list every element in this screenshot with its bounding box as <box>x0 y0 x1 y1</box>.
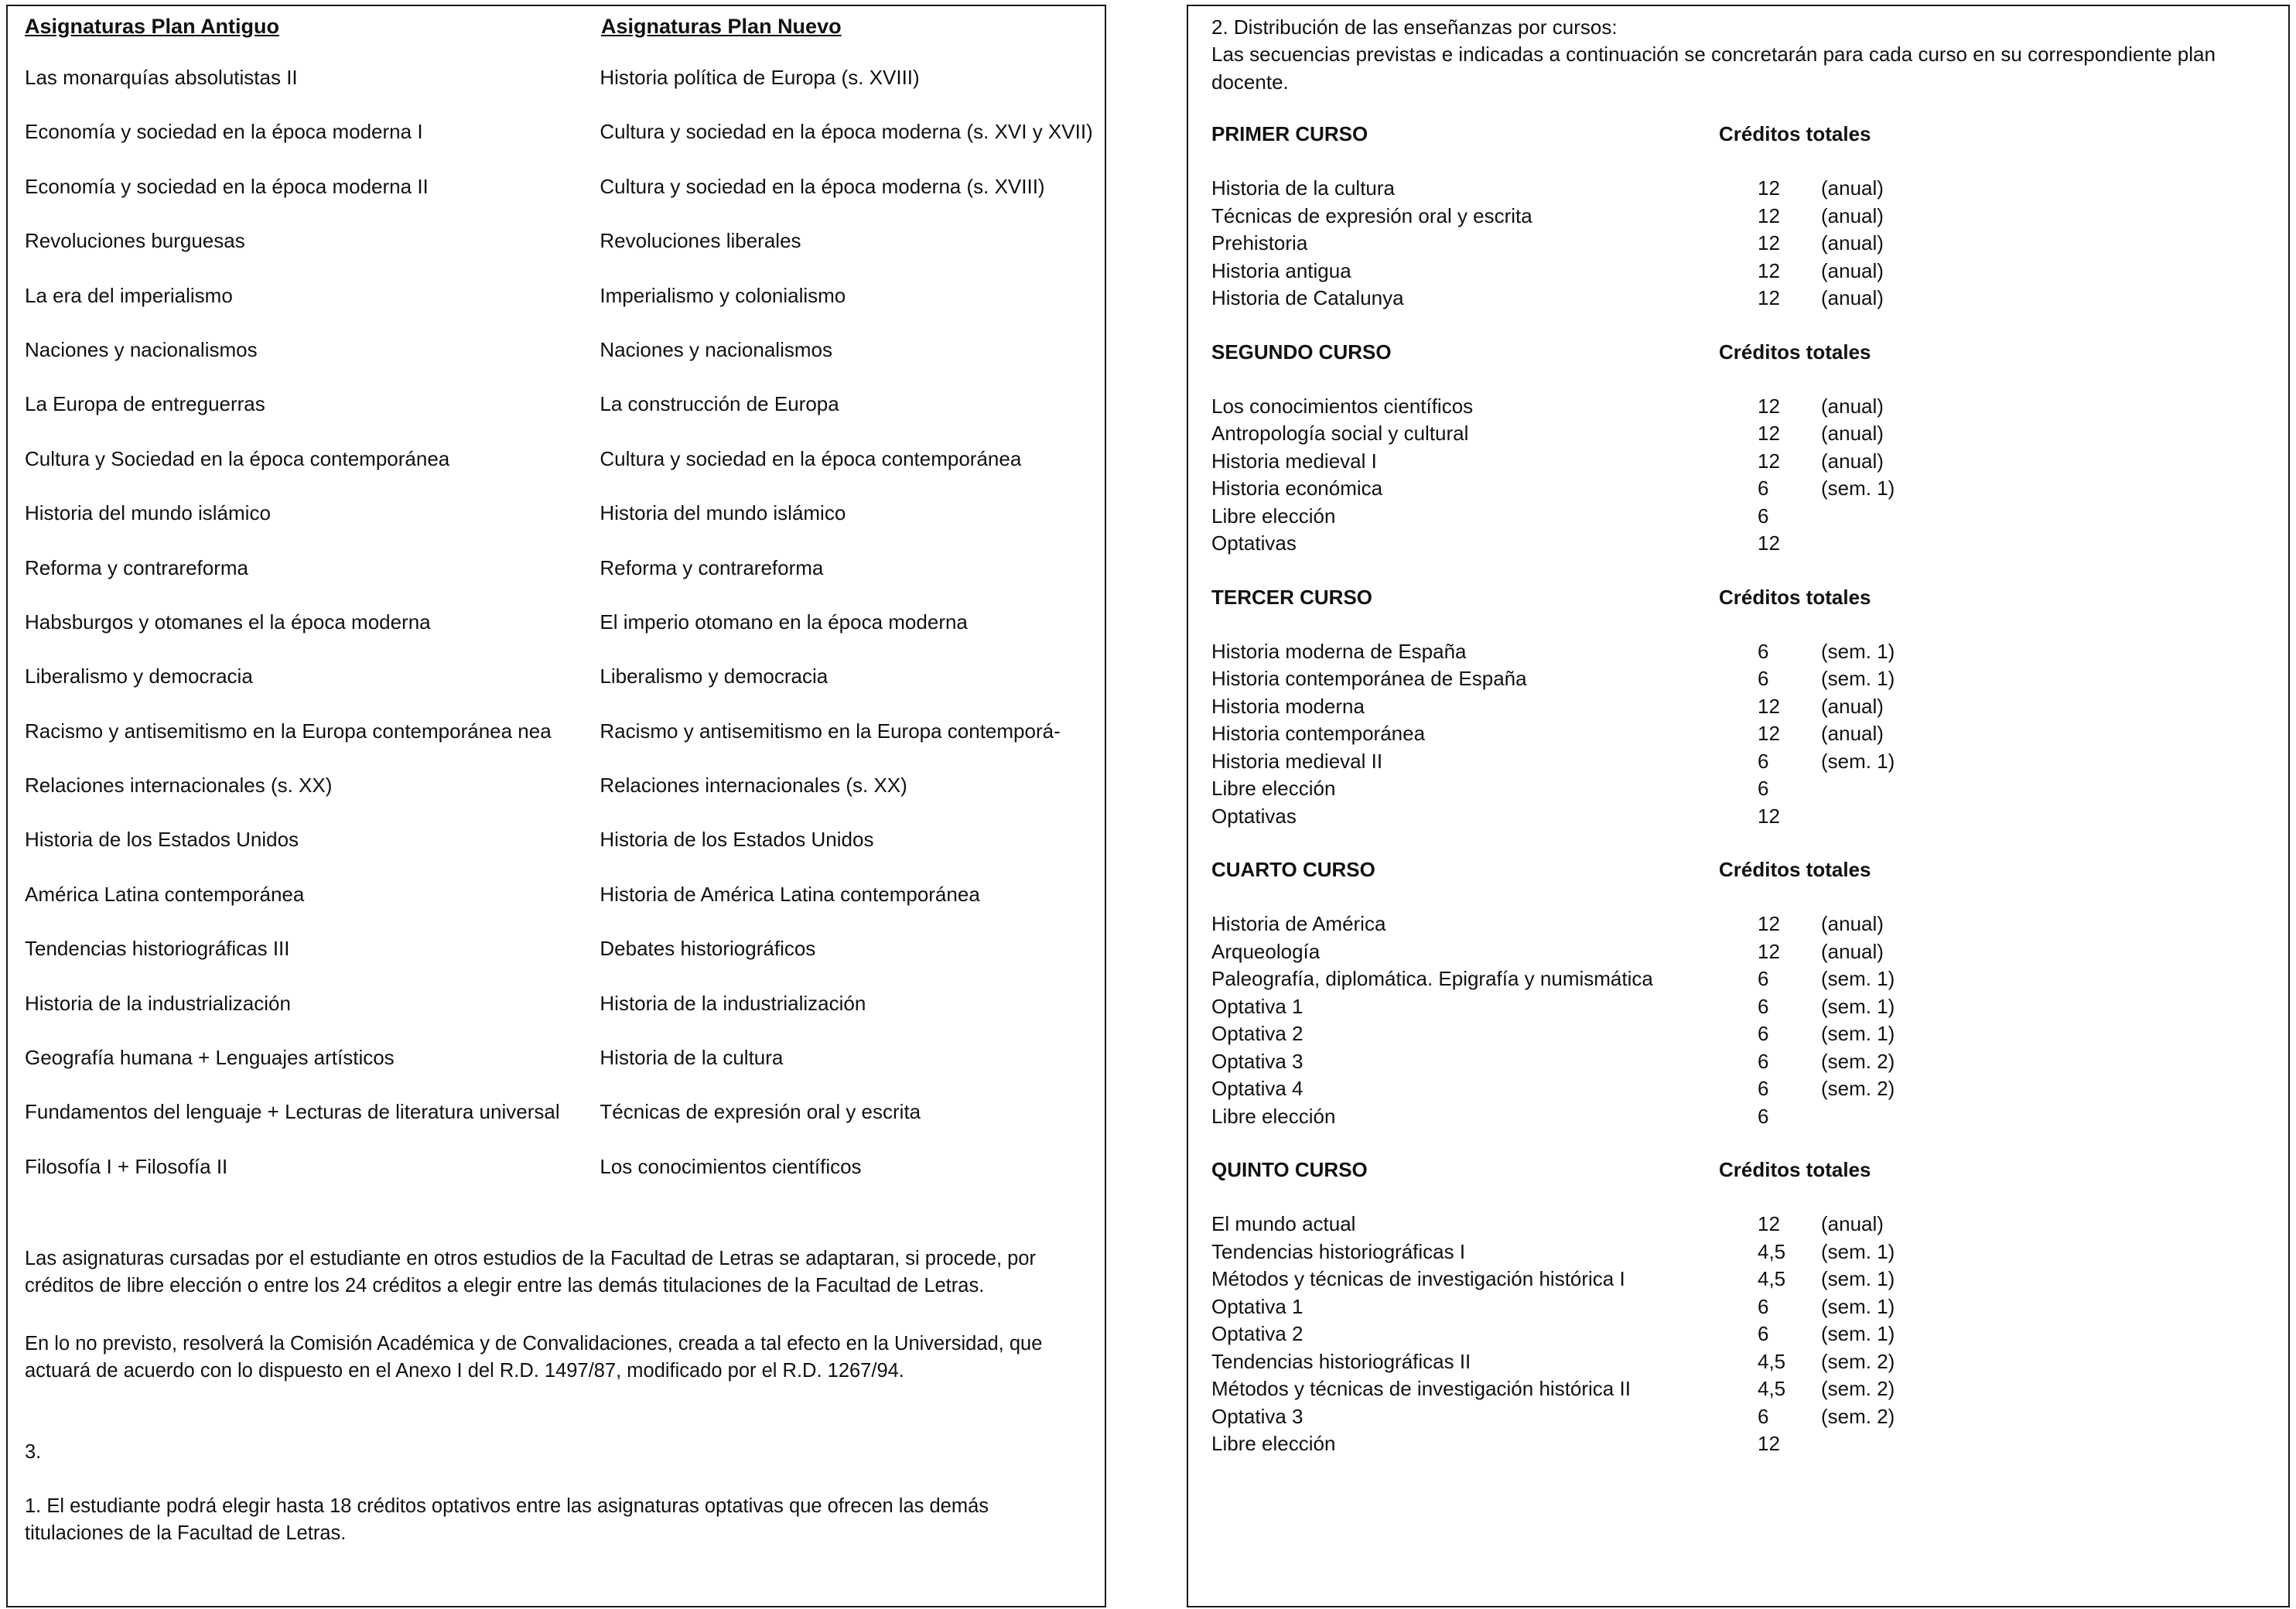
subject-name: Arqueología <box>1211 939 1321 963</box>
subject-row <box>1211 638 2279 666</box>
subject-name: Historia medieval II <box>1211 749 1383 773</box>
credits-header: Créditos totales <box>1719 122 1871 145</box>
subject-name: Historia de América <box>1211 912 1386 935</box>
subject-credits: 12 <box>1758 531 1780 555</box>
subject-row <box>1211 803 2279 831</box>
subject-period: (anual) <box>1821 912 1884 935</box>
subject-row <box>1211 910 2279 938</box>
subject-credits: 4,5 <box>1758 1239 1786 1263</box>
subject-period: (anual) <box>1821 394 1884 418</box>
equivalence-row <box>25 610 1102 664</box>
subject-row <box>1211 1375 2279 1403</box>
old-plan-subject: Tendencias historiográficas III <box>25 937 290 961</box>
course-list <box>1211 121 2279 1484</box>
subject-credits: 12 <box>1758 449 1780 473</box>
subject-row <box>1211 420 2279 448</box>
new-plan-subject: Cultura y sociedad en la época moderna (s. XVI y XVII) <box>600 120 1093 144</box>
note-optional-credits: 1. El estudiante podrá elegir hasta 18 créditos optativos entre las asignaturas optativas que ofrecen las demás titulaciones de la Facultad de Letras. <box>25 1495 989 1544</box>
course-header <box>1211 584 2279 612</box>
subject-period: (anual) <box>1821 939 1884 963</box>
subject-period: (sem. 2) <box>1821 1404 1895 1428</box>
subject-period: (anual) <box>1821 422 1884 445</box>
subject-credits: 12 <box>1758 912 1780 935</box>
course-title: CUARTO CURSO <box>1211 858 1375 881</box>
subject-period: (sem. 1) <box>1821 1267 1895 1290</box>
new-plan-subject: Historia política de Europa (s. XVIII) <box>600 66 920 89</box>
subject-credits: 6 <box>1758 504 1769 528</box>
subject-period: (sem. 2) <box>1821 1377 1895 1400</box>
new-plan-subject: Los conocimientos científicos <box>600 1154 862 1178</box>
distribution-heading: 2. Distribución de las enseñanzas por cursos: <box>1211 15 1618 39</box>
subject-name: Tendencias historiográficas II <box>1211 1349 1471 1373</box>
new-plan-subject: Liberalismo y democracia <box>600 664 829 688</box>
subject-row <box>1211 1403 2279 1431</box>
subject-row <box>1211 203 2279 231</box>
equivalence-row <box>25 719 1102 773</box>
course-title: PRIMER CURSO <box>1211 122 1368 145</box>
subject-row <box>1211 993 2279 1021</box>
subject-period: (sem. 1) <box>1821 967 1895 990</box>
distribution-intro <box>1211 14 2279 96</box>
subject-period <box>1821 1430 1976 1458</box>
subject-period: (anual) <box>1821 203 1884 227</box>
subject-period: (sem. 1) <box>1821 477 1895 500</box>
subject-credits: 6 <box>1758 749 1769 773</box>
old-plan-subject: Historia de la industrialización <box>25 991 291 1015</box>
equivalence-row <box>25 664 1102 718</box>
subject-credits: 6 <box>1758 1077 1769 1100</box>
new-plan-subject: Historia de los Estados Unidos <box>600 828 874 852</box>
subject-credits: 6 <box>1758 1294 1769 1318</box>
subject-period: (anual) <box>1821 176 1884 200</box>
course-block <box>1211 856 2279 1130</box>
equivalence-row <box>25 500 1102 555</box>
old-plan-subject: Habsburgos y otomanes el la época moderna <box>25 610 431 634</box>
new-plan-subject: Racismo y antisemitismo en la Europa contemporá- <box>600 719 1061 743</box>
old-plan-subject: América Latina contemporánea <box>25 882 305 906</box>
subject-period <box>1821 1103 1976 1131</box>
subject-name: Optativa 2 <box>1211 1322 1303 1345</box>
new-plan-subject: Historia de América Latina contemporánea <box>600 882 980 906</box>
old-plan-subject: Liberalismo y democracia <box>25 664 253 688</box>
subject-credits: 6 <box>1758 777 1769 800</box>
subject-credits: 6 <box>1758 994 1769 1018</box>
equivalence-row <box>25 337 1102 391</box>
subject-row <box>1211 938 2279 966</box>
equivalence-row <box>25 936 1102 990</box>
subject-credits: 6 <box>1758 1404 1769 1428</box>
subject-row <box>1211 693 2279 721</box>
old-plan-subject: Historia del mundo islámico <box>25 501 271 525</box>
subject-row <box>1211 775 2279 803</box>
old-plan-subject: Economía y sociedad en la época moderna II <box>25 174 429 198</box>
subject-name: Métodos y técnicas de investigación histórica I <box>1211 1267 1625 1290</box>
subject-row <box>1211 1103 2279 1131</box>
subject-credits: 12 <box>1758 422 1780 445</box>
subject-row <box>1211 1075 2279 1103</box>
course-block <box>1211 339 2279 558</box>
subject-period: (anual) <box>1821 449 1884 473</box>
equivalence-row <box>25 1045 1102 1099</box>
subject-credits: 12 <box>1758 804 1780 828</box>
subject-credits: 12 <box>1758 231 1780 255</box>
subject-credits: 6 <box>1758 967 1769 990</box>
equivalence-row <box>25 283 1102 337</box>
subject-name: Optativas <box>1211 531 1297 555</box>
subject-name: Optativa 3 <box>1211 1049 1303 1073</box>
new-plan-subject: Reforma y contrareforma <box>600 555 824 579</box>
equivalence-row <box>25 174 1102 228</box>
new-plan-subject: Cultura y sociedad en la época contemporánea <box>600 446 1022 470</box>
subject-credits: 6 <box>1758 1322 1769 1345</box>
old-plan-subject: La era del imperialismo <box>25 283 233 307</box>
subject-name: Prehistoria <box>1211 231 1308 255</box>
subject-name: El mundo actual <box>1211 1212 1356 1235</box>
subject-row <box>1211 1293 2279 1321</box>
subject-period <box>1821 803 1976 831</box>
new-plan-subject: Debates historiográficos <box>600 937 816 961</box>
subject-period: (anual) <box>1821 258 1884 282</box>
subject-credits: 12 <box>1758 203 1780 227</box>
subject-row <box>1211 720 2279 748</box>
subject-credits: 6 <box>1758 1049 1769 1073</box>
subject-credits: 4,5 <box>1758 1267 1786 1290</box>
old-plan-subject: Revoluciones burguesas <box>25 229 245 253</box>
subject-name: Historia moderna de España <box>1211 639 1467 663</box>
subject-name: Historia contemporánea <box>1211 722 1426 745</box>
subject-row <box>1211 1020 2279 1048</box>
subject-name: Optativa 3 <box>1211 1404 1303 1428</box>
equivalence-row <box>25 827 1102 881</box>
subject-credits: 12 <box>1758 258 1780 282</box>
subject-name: Libre elección <box>1211 1104 1336 1128</box>
subject-period: (anual) <box>1821 231 1884 255</box>
subject-name: Métodos y técnicas de investigación histórica II <box>1211 1377 1631 1400</box>
subject-row <box>1211 393 2279 421</box>
header-old-plan: Asignaturas Plan Antiguo <box>25 15 280 38</box>
old-plan-subject: Racismo y antisemitismo en la Europa contemporánea nea <box>25 719 552 743</box>
new-plan-subject: La construcción de Europa <box>600 392 839 416</box>
subject-period <box>1821 775 1976 803</box>
subject-period: (sem. 1) <box>1821 1294 1895 1318</box>
old-plan-subject: Geografía humana + Lenguajes artísticos <box>25 1046 395 1070</box>
course-distribution-panel <box>1187 5 2290 1607</box>
course-title: TERCER CURSO <box>1211 585 1373 609</box>
distribution-text: Las secuencias previstas e indicadas a continuación se concretarán para cada curso en su correspondiente plan docente. <box>1211 43 2216 94</box>
subject-name: Optativa 1 <box>1211 1294 1303 1318</box>
credits-header: Créditos totales <box>1719 340 1871 364</box>
new-plan-subject: Historia de la industrialización <box>600 991 866 1015</box>
course-block <box>1211 1156 2279 1458</box>
course-title: SEGUNDO CURSO <box>1211 340 1392 364</box>
course-header <box>1211 1156 2279 1184</box>
subject-period: (sem. 1) <box>1821 1322 1895 1345</box>
subject-name: Optativa 2 <box>1211 1022 1303 1045</box>
subject-row <box>1211 965 2279 993</box>
note-commission: En lo no previsto, resolverá la Comisión Académica y de Convalidaciones, creada a tal efecto en la Universidad, que actuará de acuerdo con lo dispuesto en el Anexo I del R.D. 1497/87, modificado por el R.D. 1267/94. <box>25 1333 1043 1382</box>
subject-name: Antropología social y cultural <box>1211 422 1469 445</box>
new-plan-subject: Historia del mundo islámico <box>600 501 846 525</box>
subject-row <box>1211 530 2279 558</box>
subject-name: Historia moderna <box>1211 694 1365 718</box>
equivalence-row <box>25 446 1102 500</box>
old-plan-subject: Relaciones internacionales (s. XX) <box>25 774 333 798</box>
subject-row <box>1211 503 2279 531</box>
subject-row <box>1211 748 2279 776</box>
subject-credits: 12 <box>1758 176 1780 200</box>
course-block <box>1211 121 2279 313</box>
new-plan-subject: Imperialismo y colonialismo <box>600 283 846 307</box>
old-plan-subject: Naciones y nacionalismos <box>25 337 258 361</box>
subject-period <box>1821 503 1976 531</box>
new-plan-subject: Historia de la cultura <box>600 1046 784 1070</box>
subject-credits: 12 <box>1758 694 1780 718</box>
subject-name: Optativas <box>1211 804 1297 828</box>
equivalence-row <box>25 391 1102 446</box>
subject-row <box>1211 1048 2279 1076</box>
old-plan-subject: Fundamentos del lenguaje + Lecturas de literatura universal <box>25 1100 560 1124</box>
new-plan-subject: Naciones y nacionalismos <box>600 337 832 361</box>
subject-period: (anual) <box>1821 694 1884 718</box>
old-plan-subject: Las monarquías absolutistas II <box>25 66 298 89</box>
subject-row <box>1211 230 2279 258</box>
subject-row <box>1211 448 2279 476</box>
subject-period: (sem. 1) <box>1821 1239 1895 1263</box>
subject-period: (sem. 1) <box>1821 639 1895 663</box>
subject-credits: 12 <box>1758 1212 1780 1235</box>
subject-name: Historia medieval I <box>1211 449 1377 473</box>
subject-period: (sem. 2) <box>1821 1349 1895 1373</box>
subject-row <box>1211 665 2279 693</box>
subject-credits: 12 <box>1758 286 1780 309</box>
subject-name: Historia económica <box>1211 477 1383 500</box>
subject-period: (sem. 1) <box>1821 994 1895 1018</box>
credits-header: Créditos totales <box>1719 1158 1871 1181</box>
credits-header: Créditos totales <box>1719 858 1871 881</box>
subject-period: (anual) <box>1821 722 1884 745</box>
new-plan-subject: Técnicas de expresión oral y escrita <box>600 1100 921 1124</box>
section-3-heading: 3. <box>25 1441 42 1463</box>
subject-period: (sem. 1) <box>1821 749 1895 773</box>
subject-row <box>1211 1348 2279 1376</box>
old-plan-subject: La Europa de entreguerras <box>25 392 265 416</box>
subject-period: (anual) <box>1821 1212 1884 1235</box>
subject-row <box>1211 285 2279 313</box>
subject-name: Historia de la cultura <box>1211 176 1395 200</box>
subject-period: (anual) <box>1821 286 1884 309</box>
course-title: QUINTO CURSO <box>1211 1158 1368 1181</box>
subject-row <box>1211 1430 2279 1458</box>
subject-credits: 12 <box>1758 939 1780 963</box>
subject-name: Libre elección <box>1211 1432 1336 1455</box>
equivalence-row <box>25 882 1102 936</box>
subject-row <box>1211 1238 2279 1266</box>
new-plan-subject: Relaciones internacionales (s. XX) <box>600 774 907 798</box>
equivalence-row <box>25 119 1102 173</box>
equivalence-row <box>25 65 1102 119</box>
subject-name: Libre elección <box>1211 777 1336 800</box>
subject-credits: 6 <box>1758 639 1769 663</box>
equivalence-row <box>25 555 1102 610</box>
subject-credits: 12 <box>1758 722 1780 745</box>
subject-name: Historia contemporánea de España <box>1211 667 1527 690</box>
equivalence-panel <box>6 5 1106 1607</box>
subject-row <box>1211 1320 2279 1348</box>
subject-name: Historia de Catalunya <box>1211 286 1404 309</box>
subject-credits: 6 <box>1758 1104 1769 1128</box>
subject-credits: 12 <box>1758 1432 1780 1455</box>
subject-name: Tendencias historiográficas I <box>1211 1239 1466 1263</box>
credits-header: Créditos totales <box>1719 585 1871 609</box>
course-header <box>1211 121 2279 149</box>
equivalence-list <box>25 65 1102 1208</box>
subject-period: (sem. 2) <box>1821 1077 1895 1100</box>
old-plan-subject: Reforma y contrareforma <box>25 555 248 579</box>
course-block <box>1211 584 2279 831</box>
equivalence-row <box>25 228 1102 282</box>
old-plan-subject: Cultura y Sociedad en la época contemporánea <box>25 446 450 470</box>
subject-name: Historia antigua <box>1211 258 1351 282</box>
subject-row <box>1211 1211 2279 1238</box>
equivalence-row <box>25 773 1102 827</box>
subject-row <box>1211 175 2279 203</box>
equivalence-row <box>25 1154 1102 1208</box>
subject-name: Optativa 1 <box>1211 994 1303 1018</box>
subject-row <box>1211 1266 2279 1293</box>
course-header <box>1211 339 2279 367</box>
equivalence-row <box>25 1099 1102 1153</box>
subject-credits: 4,5 <box>1758 1377 1786 1400</box>
new-plan-subject: Revoluciones liberales <box>600 229 801 253</box>
subject-name: Técnicas de expresión oral y escrita <box>1211 203 1532 227</box>
new-plan-subject: Cultura y sociedad en la época moderna (s. XVIII) <box>600 174 1045 198</box>
note-adaptation: Las asignaturas cursadas por el estudiante en otros estudios de la Facultad de Letras se adaptaran, si procede, por créditos de libre elección o entre los 24 créditos a elegir entre las demás titulaciones de la Facultad de Letras. <box>25 1248 1036 1296</box>
new-plan-subject: El imperio otomano en la época moderna <box>600 610 968 634</box>
subject-credits: 6 <box>1758 477 1769 500</box>
old-plan-subject: Historia de los Estados Unidos <box>25 828 299 852</box>
subject-credits: 4,5 <box>1758 1349 1786 1373</box>
subject-period: (sem. 1) <box>1821 667 1895 690</box>
subject-name: Libre elección <box>1211 504 1336 528</box>
equivalence-row <box>25 991 1102 1045</box>
header-new-plan: Asignaturas Plan Nuevo <box>601 15 842 38</box>
subject-credits: 6 <box>1758 667 1769 690</box>
subject-credits: 6 <box>1758 1022 1769 1045</box>
subject-row <box>1211 258 2279 285</box>
subject-name: Los conocimientos científicos <box>1211 394 1474 418</box>
old-plan-subject: Filosofía I + Filosofía II <box>25 1154 228 1178</box>
subject-credits: 12 <box>1758 394 1780 418</box>
subject-row <box>1211 475 2279 503</box>
subject-period: (sem. 1) <box>1821 1022 1895 1045</box>
subject-period <box>1821 530 1976 558</box>
subject-period: (sem. 2) <box>1821 1049 1895 1073</box>
subject-name: Paleografía, diplomática. Epigrafía y numismática <box>1211 967 1653 990</box>
subject-name: Optativa 4 <box>1211 1077 1303 1100</box>
old-plan-subject: Economía y sociedad en la época moderna I <box>25 120 423 144</box>
course-header <box>1211 856 2279 884</box>
